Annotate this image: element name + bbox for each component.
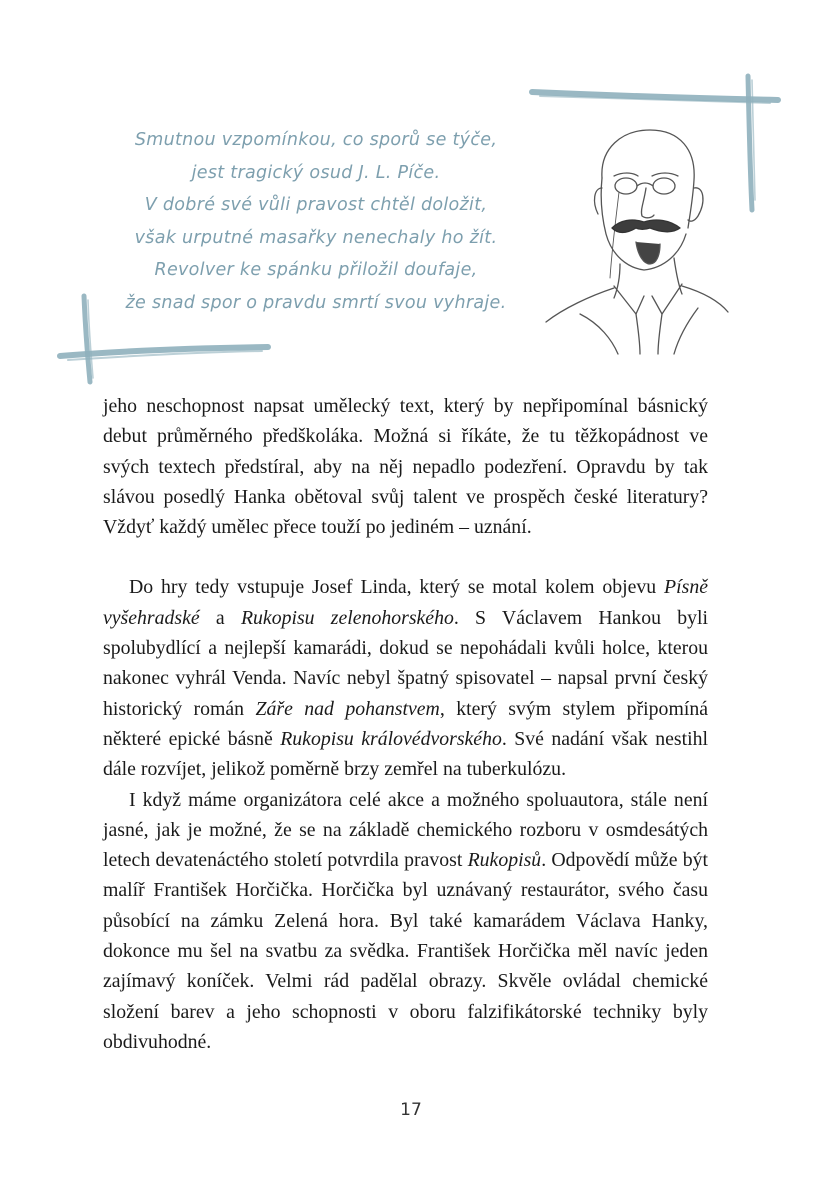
paragraph <box>103 572 708 784</box>
italic-title: Rukopisu zelenohorského <box>240 606 454 629</box>
poem-line: že snad spor o pravdu smrtí svou vyhraje. <box>125 292 507 313</box>
poem-line: V dobré své vůli pravost chtěl doložit, <box>144 195 488 215</box>
italic-title: Rukopisů <box>467 849 542 872</box>
poem-line: Revolver ke spánku přiložil doufaje, <box>154 260 478 280</box>
italic-title: Záře nad pohanstvem <box>255 697 440 720</box>
page-number: 17 <box>400 1100 422 1120</box>
text-run: a <box>199 606 241 629</box>
text-run: Do hry tedy vstupuje Josef Linda, který se motal kolem objevu <box>129 576 665 599</box>
text-run: . S Václavem Hankou byli spolubydlící a nejlepší kamarádi, dokud se nepohádali kvůli holce, kterou nakonec vyhrál Venda. Navíc nebyl špatný spisovatel – napsal první český historický román <box>103 606 708 720</box>
portrait-sketch-icon <box>540 118 730 358</box>
paragraph <box>103 785 708 1058</box>
italic-title: Písně vyšehradské <box>103 576 708 629</box>
text-run: , který svým stylem připomíná některé epické básně <box>103 697 708 750</box>
text-run: . Odpovědí může být malíř František Horčička. Horčička byl uznávaný restaurátor, svého času působící na zámku Zelená hora. Byl také kamarádem Václava Hanky, dokonce mu šel na svatbu za svědka. František Horčička měl navíc jeden zajímavý koníček. Velmi rád padělal obrazy. Skvěle ovládal chemické složení barev a jeho schopnosti v oboru falzifikátorské techniky byly obdivuhodné. <box>103 849 708 1053</box>
text-run: I když máme organizátora celé akce a možného spoluautora, stále není jasné, jak je možné, že se na základě chemického rozboru v osmdesátých letech devatenáctého století potvrdila pravost <box>103 788 708 872</box>
handwritten-poem <box>96 124 536 319</box>
text-run: . Své nadání však nestihl dále rozvíjet, jelikož poměrně brzy zemřel na tuberkulózu. <box>103 727 708 781</box>
body-text <box>103 391 708 1057</box>
poem-line: Smutnou vzpomínkou, co sporů se týče, <box>134 130 498 150</box>
poem-line: jest tragický osud J. L. Píče. <box>191 162 441 183</box>
poem-line: však urputné masařky nenechaly ho žít. <box>134 227 498 248</box>
paragraph <box>103 391 708 542</box>
italic-title: Rukopisu královédvorského <box>280 727 502 750</box>
text-run: jeho neschopnost napsat umělecký text, který by nepřipomínal básnický debut průměrného předškoláka. Možná si říkáte, že tu těžkopádnost ve svých textech předstíral, aby na něj nepadlo podezření. Opravdu by tak slávou posedlý Hanka obětoval svůj talent ve prospěch české literatury? Vždyť každý umělec přece touží po jediném – uznání. <box>103 395 708 539</box>
